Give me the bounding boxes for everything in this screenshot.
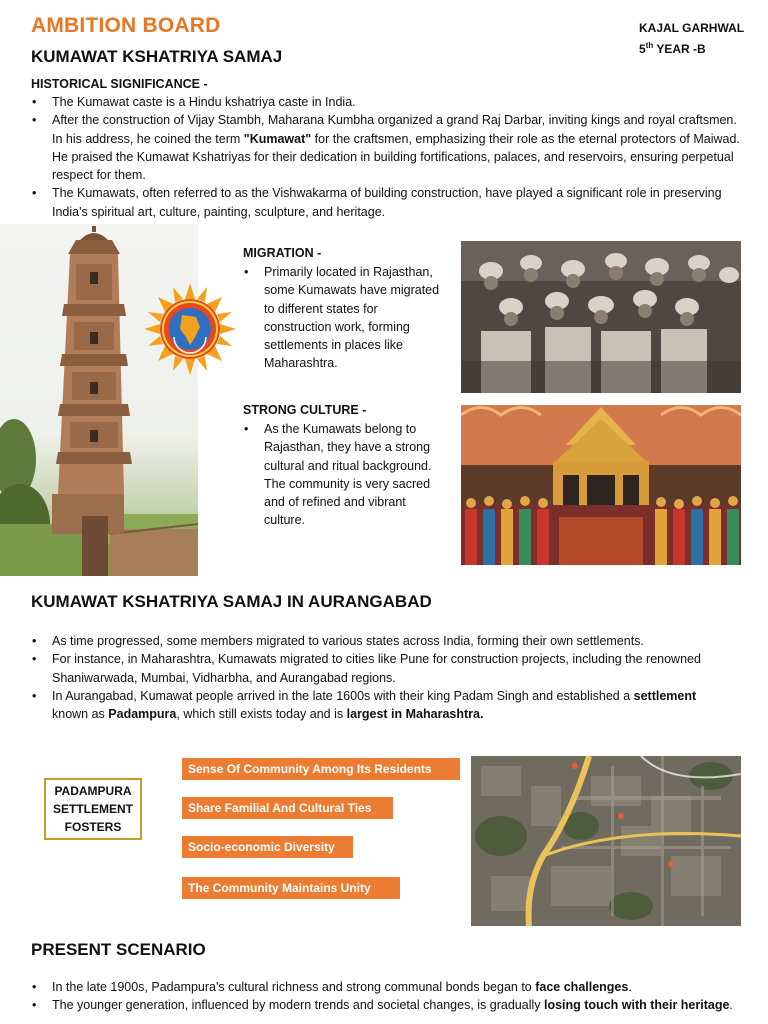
present-heading: PRESENT SCENARIO bbox=[31, 940, 206, 959]
author-year: 5th YEAR -B bbox=[639, 41, 706, 56]
samaj-emblem-icon bbox=[144, 283, 236, 375]
historical-heading: HISTORICAL SIGNIFICANCE - bbox=[31, 77, 208, 91]
author-block bbox=[639, 20, 744, 58]
fosters-box bbox=[44, 778, 142, 840]
list-item: • In Aurangabad, Kumawat people arrived in the late 1600s with their king Padam Singh and established a settlement known as Padampura, which still exists today and is largest in Maharashtra. bbox=[31, 687, 731, 724]
community-group-photo bbox=[461, 241, 741, 393]
aurangabad-list bbox=[31, 632, 731, 723]
list-item: • The younger generation, influenced by modern trends and societal changes, is gradually losing touch with their heritage. bbox=[31, 996, 741, 1014]
vijay-stambh-image bbox=[0, 224, 198, 576]
fosters-tag: Sense Of Community Among Its Residents bbox=[182, 758, 460, 780]
list-item: • In the late 1900s, Padampura's cultural richness and strong communal bonds began to face challenges. bbox=[31, 978, 741, 996]
cultural-painting-image bbox=[461, 405, 741, 565]
author-name: KAJAL GARHWAL bbox=[639, 21, 745, 35]
padampura-satellite-map bbox=[471, 756, 741, 926]
aurangabad-heading: KUMAWAT KSHATRIYA SAMAJ IN AURANGABAD bbox=[31, 592, 432, 611]
culture-list bbox=[243, 420, 443, 530]
culture-heading: STRONG CULTURE - bbox=[243, 403, 367, 417]
migration-list bbox=[243, 263, 443, 373]
list-item: • Primarily located in Rajasthan, some Kumawats have migrated to different states for construction work, forming settlements in places like Maharashtra. bbox=[243, 263, 443, 373]
fosters-tag: Share Familial And Cultural Ties bbox=[182, 797, 393, 819]
historical-list bbox=[31, 93, 741, 221]
list-item: • After the construction of Vijay Stambh, Maharana Kumbha organized a grand Raj Darbar, inviting kings and royal craftsmen. In his address, he coined the term "Kumawat" for the craftsmen, emphasizing their role as the eternal protectors of Maiwad. He praised the Kumawat Kshatriyas for their dedication in building fortifications, palaces, and reservoirs, ensuring perpetual respect for them. bbox=[31, 111, 741, 184]
fosters-tag: Socio-economic Diversity bbox=[182, 836, 353, 858]
fosters-line: FOSTERS bbox=[64, 820, 122, 834]
list-item: • The Kumawat caste is a Hindu kshatriya caste in India. bbox=[31, 93, 741, 111]
fosters-tag: The Community Maintains Unity bbox=[182, 877, 400, 899]
fosters-line: PADAMPURA bbox=[54, 784, 132, 798]
page-title: KUMAWAT KSHATRIYA SAMAJ bbox=[31, 47, 283, 66]
migration-heading: MIGRATION - bbox=[243, 246, 322, 260]
list-item: • As time progressed, some members migrated to various states across India, forming their own settlements. bbox=[31, 632, 731, 650]
present-list bbox=[31, 978, 741, 1015]
list-item: • As the Kumawats belong to Rajasthan, they have a strong cultural and ritual background. The community is very sacred and of refined and vibrant culture. bbox=[243, 420, 443, 530]
list-item: • The Kumawats, often referred to as the Vishwakarma of building construction, have played a significant role in preserving India's spiritual art, culture, painting, sculpture, and heritage. bbox=[31, 184, 741, 221]
list-item: • For instance, in Maharashtra, Kumawats migrated to cities like Pune for construction projects, including the renowned Shaniwarwada, Mumbai, Vidharbha, and Aurangabad regions. bbox=[31, 650, 731, 687]
board-title: AMBITION BOARD bbox=[31, 14, 221, 37]
fosters-line: SETTLEMENT bbox=[53, 802, 133, 816]
